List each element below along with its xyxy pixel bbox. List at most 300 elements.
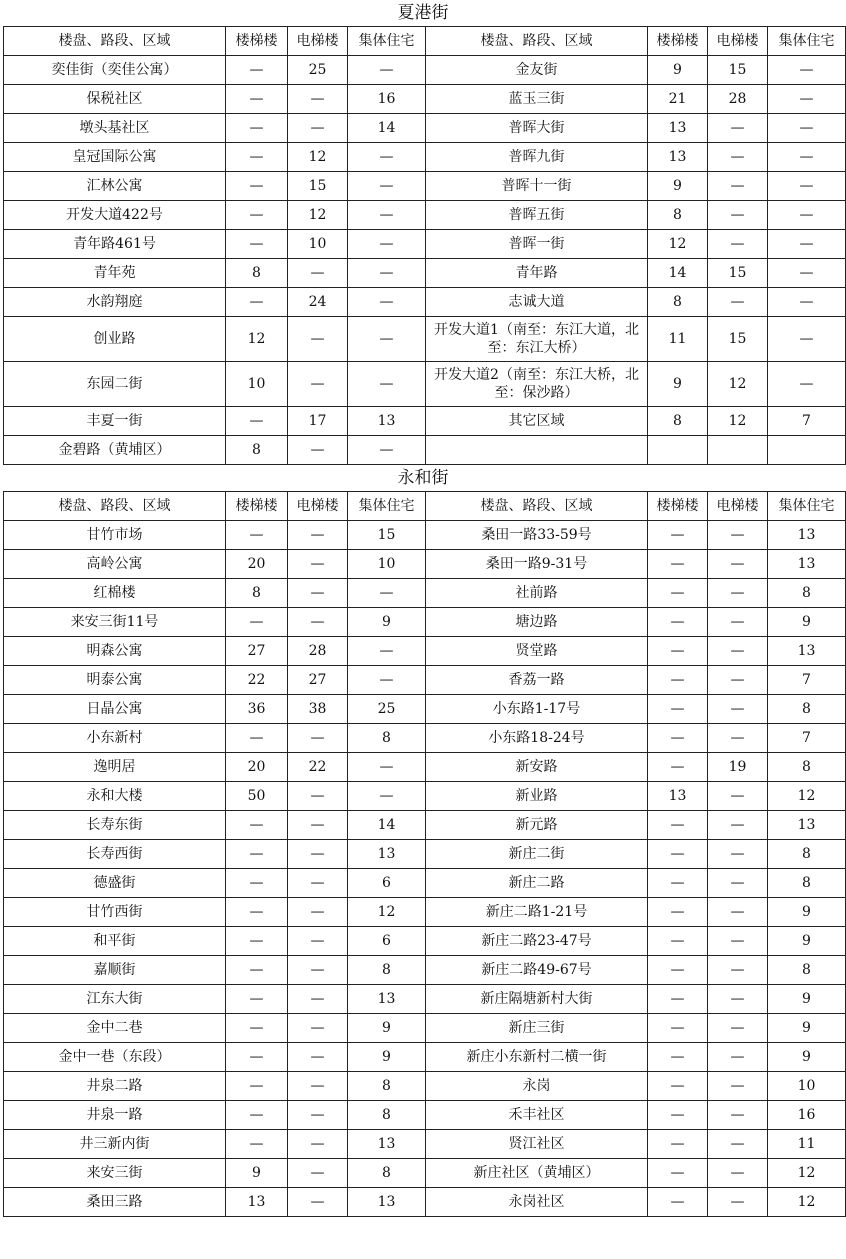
table-row: [4, 1014, 846, 1043]
cell-elevator-building: —: [708, 143, 768, 172]
cell-stair-building: 12: [226, 317, 288, 362]
cell-elevator-building: —: [708, 782, 768, 811]
cell-collective-housing: 9: [768, 927, 846, 956]
table-row: [4, 362, 846, 407]
cell-stair-building: 9: [648, 56, 708, 85]
cell-collective-housing: 8: [348, 1101, 426, 1130]
cell-collective-housing: [768, 436, 846, 465]
cell-elevator-building: —: [288, 521, 348, 550]
cell-stair-building: —: [648, 1101, 708, 1130]
cell-name: 开发大道1（南至：东江大道，北至：东江大桥）: [426, 317, 648, 362]
cell-stair-building: —: [226, 521, 288, 550]
cell-stair-building: —: [648, 985, 708, 1014]
cell-elevator-building: —: [708, 1101, 768, 1130]
cell-stair-building: 8: [226, 436, 288, 465]
cell-elevator-building: —: [288, 608, 348, 637]
cell-elevator-building: —: [288, 1130, 348, 1159]
cell-stair-building: —: [226, 985, 288, 1014]
cell-collective-housing: 12: [768, 782, 846, 811]
cell-elevator-building: 15: [288, 172, 348, 201]
cell-stair-building: —: [648, 695, 708, 724]
cell-elevator-building: 12: [288, 201, 348, 230]
table-row: [4, 56, 846, 85]
cell-name: 普晖一街: [426, 230, 648, 259]
table-row: [4, 436, 846, 465]
cell-elevator-building: —: [288, 840, 348, 869]
table-row: [4, 869, 846, 898]
cell-elevator-building: 22: [288, 753, 348, 782]
table-row: [4, 637, 846, 666]
cell-stair-building: [648, 436, 708, 465]
cell-elevator-building: —: [708, 521, 768, 550]
table-row: [4, 985, 846, 1014]
cell-elevator-building: —: [288, 362, 348, 407]
cell-name: 蓝玉三街: [426, 85, 648, 114]
cell-stair-building: —: [226, 898, 288, 927]
cell-stair-building: —: [226, 1014, 288, 1043]
cell-name: 新庄二路49-67号: [426, 956, 648, 985]
cell-collective-housing: 9: [768, 985, 846, 1014]
column-header-stair-building: 楼梯楼: [648, 492, 708, 521]
cell-stair-building: —: [226, 172, 288, 201]
cell-collective-housing: —: [768, 85, 846, 114]
cell-stair-building: —: [648, 898, 708, 927]
cell-collective-housing: 6: [348, 869, 426, 898]
cell-elevator-building: —: [288, 259, 348, 288]
cell-elevator-building: 28: [288, 637, 348, 666]
cell-name: 逸明居: [4, 753, 226, 782]
cell-stair-building: —: [226, 114, 288, 143]
cell-stair-building: —: [648, 666, 708, 695]
column-header-collective-housing: 集体住宅: [768, 492, 846, 521]
cell-collective-housing: 8: [768, 869, 846, 898]
cell-stair-building: 8: [648, 201, 708, 230]
cell-name: 永岗: [426, 1072, 648, 1101]
table-header-row: [4, 492, 846, 521]
table-row: [4, 608, 846, 637]
cell-stair-building: —: [226, 927, 288, 956]
cell-stair-building: 10: [226, 362, 288, 407]
cell-name: 新庄隔塘新村大街: [426, 985, 648, 1014]
cell-elevator-building: [708, 436, 768, 465]
table-row: [4, 927, 846, 956]
cell-stair-building: 13: [648, 782, 708, 811]
cell-elevator-building: —: [708, 956, 768, 985]
column-header-collective-housing: 集体住宅: [348, 27, 426, 56]
cell-name: 皇冠国际公寓: [4, 143, 226, 172]
cell-stair-building: 13: [648, 114, 708, 143]
cell-collective-housing: 25: [348, 695, 426, 724]
cell-name: 金中一巷（东段）: [4, 1043, 226, 1072]
table-row: [4, 666, 846, 695]
cell-collective-housing: 16: [768, 1101, 846, 1130]
cell-name: 开发大道2（南至：东江大桥，北至：保沙路）: [426, 362, 648, 407]
cell-elevator-building: —: [708, 288, 768, 317]
cell-name: 桑田三路: [4, 1188, 226, 1217]
cell-name: 新业路: [426, 782, 648, 811]
cell-name: 墩头基社区: [4, 114, 226, 143]
table-row: [4, 288, 846, 317]
cell-name: 江东大街: [4, 985, 226, 1014]
cell-name: 新庄二路: [426, 869, 648, 898]
table-row: [4, 898, 846, 927]
cell-collective-housing: —: [348, 172, 426, 201]
table-xiagang: [3, 26, 846, 465]
cell-elevator-building: 19: [708, 753, 768, 782]
cell-name: 永和大楼: [4, 782, 226, 811]
cell-collective-housing: 8: [348, 956, 426, 985]
cell-collective-housing: 6: [348, 927, 426, 956]
cell-elevator-building: —: [288, 956, 348, 985]
cell-stair-building: —: [226, 1130, 288, 1159]
section-title-yonghe: 永和街: [397, 468, 449, 488]
table-row: [4, 407, 846, 436]
cell-stair-building: —: [648, 1159, 708, 1188]
cell-collective-housing: 16: [348, 85, 426, 114]
cell-name: 水韵翔庭: [4, 288, 226, 317]
cell-elevator-building: 24: [288, 288, 348, 317]
cell-elevator-building: —: [708, 811, 768, 840]
cell-stair-building: —: [226, 85, 288, 114]
column-header-name: 楼盘、路段、区域: [426, 492, 648, 521]
cell-elevator-building: —: [708, 695, 768, 724]
cell-collective-housing: —: [348, 288, 426, 317]
cell-name: 井三新内街: [4, 1130, 226, 1159]
cell-name: 青年路461号: [4, 230, 226, 259]
cell-name: 新庄三街: [426, 1014, 648, 1043]
cell-elevator-building: —: [708, 869, 768, 898]
cell-collective-housing: 9: [348, 1043, 426, 1072]
cell-name: 红棉楼: [4, 579, 226, 608]
cell-name: [426, 436, 648, 465]
cell-name: 来安三街: [4, 1159, 226, 1188]
cell-name: 小东新村: [4, 724, 226, 753]
table-row: [4, 782, 846, 811]
cell-elevator-building: —: [708, 608, 768, 637]
cell-collective-housing: 9: [768, 1043, 846, 1072]
cell-name: 社前路: [426, 579, 648, 608]
table-row: [4, 1159, 846, 1188]
cell-name: 普晖十一街: [426, 172, 648, 201]
cell-collective-housing: —: [348, 782, 426, 811]
table-row: [4, 1130, 846, 1159]
cell-stair-building: —: [226, 1043, 288, 1072]
cell-collective-housing: —: [768, 259, 846, 288]
cell-collective-housing: 9: [768, 1014, 846, 1043]
cell-stair-building: —: [648, 956, 708, 985]
cell-name: 长寿东街: [4, 811, 226, 840]
cell-collective-housing: 14: [348, 114, 426, 143]
cell-stair-building: 8: [648, 288, 708, 317]
cell-name: 金中二巷: [4, 1014, 226, 1043]
column-header-elevator-building: 电梯楼: [288, 27, 348, 56]
cell-stair-building: 13: [226, 1188, 288, 1217]
cell-stair-building: —: [226, 143, 288, 172]
table-row: [4, 1101, 846, 1130]
cell-elevator-building: —: [288, 579, 348, 608]
cell-name: 甘竹西街: [4, 898, 226, 927]
column-header-elevator-building: 电梯楼: [708, 492, 768, 521]
cell-name: 井泉二路: [4, 1072, 226, 1101]
cell-name: 日晶公寓: [4, 695, 226, 724]
cell-stair-building: —: [648, 840, 708, 869]
cell-elevator-building: 38: [288, 695, 348, 724]
cell-elevator-building: —: [288, 85, 348, 114]
cell-elevator-building: —: [708, 1188, 768, 1217]
cell-elevator-building: —: [708, 201, 768, 230]
column-header-stair-building: 楼梯楼: [226, 27, 288, 56]
cell-stair-building: —: [226, 230, 288, 259]
cell-collective-housing: —: [348, 230, 426, 259]
cell-elevator-building: —: [708, 579, 768, 608]
cell-elevator-building: 12: [708, 407, 768, 436]
column-header-stair-building: 楼梯楼: [226, 492, 288, 521]
cell-stair-building: —: [226, 956, 288, 985]
cell-collective-housing: 7: [768, 407, 846, 436]
cell-elevator-building: —: [708, 1159, 768, 1188]
cell-stair-building: 12: [648, 230, 708, 259]
cell-collective-housing: 13: [348, 1130, 426, 1159]
cell-name: 明森公寓: [4, 637, 226, 666]
cell-elevator-building: —: [708, 1072, 768, 1101]
cell-stair-building: —: [226, 1101, 288, 1130]
cell-elevator-building: —: [288, 811, 348, 840]
cell-elevator-building: 28: [708, 85, 768, 114]
cell-elevator-building: —: [288, 317, 348, 362]
cell-collective-housing: —: [348, 317, 426, 362]
column-header-name: 楼盘、路段、区域: [4, 27, 226, 56]
cell-name: 永岗社区: [426, 1188, 648, 1217]
cell-name: 贤堂路: [426, 637, 648, 666]
table-row: [4, 1072, 846, 1101]
table-row: [4, 521, 846, 550]
cell-name: 塘边路: [426, 608, 648, 637]
cell-name: 新庄二路1-21号: [426, 898, 648, 927]
cell-stair-building: —: [226, 811, 288, 840]
table-header-row: [4, 27, 846, 56]
cell-elevator-building: 15: [708, 56, 768, 85]
cell-stair-building: —: [648, 1043, 708, 1072]
cell-stair-building: —: [648, 1130, 708, 1159]
cell-collective-housing: 14: [348, 811, 426, 840]
cell-name: 嘉顺街: [4, 956, 226, 985]
cell-name: 青年路: [426, 259, 648, 288]
cell-stair-building: —: [648, 811, 708, 840]
table-row: [4, 259, 846, 288]
cell-elevator-building: 12: [288, 143, 348, 172]
cell-name: 高岭公寓: [4, 550, 226, 579]
cell-elevator-building: 12: [708, 362, 768, 407]
cell-collective-housing: 12: [768, 1188, 846, 1217]
cell-name: 其它区域: [426, 407, 648, 436]
cell-elevator-building: —: [288, 927, 348, 956]
cell-elevator-building: —: [708, 1043, 768, 1072]
cell-name: 普晖大街: [426, 114, 648, 143]
cell-collective-housing: —: [348, 579, 426, 608]
cell-collective-housing: 13: [348, 407, 426, 436]
cell-name: 井泉一路: [4, 1101, 226, 1130]
cell-collective-housing: 13: [348, 985, 426, 1014]
cell-elevator-building: —: [708, 637, 768, 666]
cell-collective-housing: —: [768, 114, 846, 143]
cell-collective-housing: 13: [348, 1188, 426, 1217]
cell-name: 桑田一路9-31号: [426, 550, 648, 579]
cell-elevator-building: —: [288, 114, 348, 143]
cell-elevator-building: —: [288, 1101, 348, 1130]
cell-stair-building: —: [226, 724, 288, 753]
cell-elevator-building: —: [708, 114, 768, 143]
cell-elevator-building: —: [288, 1072, 348, 1101]
cell-collective-housing: —: [348, 753, 426, 782]
cell-name: 来安三街11号: [4, 608, 226, 637]
table-row: [4, 956, 846, 985]
cell-stair-building: —: [648, 724, 708, 753]
cell-collective-housing: 9: [348, 1014, 426, 1043]
cell-collective-housing: —: [348, 362, 426, 407]
cell-stair-building: —: [648, 753, 708, 782]
cell-stair-building: 21: [648, 85, 708, 114]
cell-stair-building: 14: [648, 259, 708, 288]
cell-collective-housing: 12: [768, 1159, 846, 1188]
cell-name: 东园二街: [4, 362, 226, 407]
cell-collective-housing: —: [348, 436, 426, 465]
table-row: [4, 201, 846, 230]
table-row: [4, 579, 846, 608]
cell-name: 汇林公寓: [4, 172, 226, 201]
cell-name: 志诚大道: [426, 288, 648, 317]
cell-elevator-building: 10: [288, 230, 348, 259]
cell-collective-housing: 13: [348, 840, 426, 869]
table-row: [4, 550, 846, 579]
cell-collective-housing: —: [768, 230, 846, 259]
cell-elevator-building: —: [708, 666, 768, 695]
cell-elevator-building: 15: [708, 259, 768, 288]
table-row: [4, 230, 846, 259]
cell-elevator-building: —: [708, 927, 768, 956]
cell-stair-building: —: [226, 869, 288, 898]
cell-stair-building: 50: [226, 782, 288, 811]
cell-name: 香荔一路: [426, 666, 648, 695]
cell-collective-housing: —: [348, 259, 426, 288]
cell-elevator-building: —: [708, 724, 768, 753]
cell-stair-building: 8: [226, 259, 288, 288]
cell-collective-housing: 13: [768, 637, 846, 666]
cell-elevator-building: —: [708, 230, 768, 259]
cell-stair-building: —: [648, 637, 708, 666]
column-header-collective-housing: 集体住宅: [768, 27, 846, 56]
cell-name: 明泰公寓: [4, 666, 226, 695]
cell-name: 丰夏一街: [4, 407, 226, 436]
column-header-collective-housing: 集体住宅: [348, 492, 426, 521]
cell-name: 德盛街: [4, 869, 226, 898]
cell-collective-housing: —: [768, 172, 846, 201]
cell-stair-building: —: [648, 1014, 708, 1043]
cell-collective-housing: 12: [348, 898, 426, 927]
cell-elevator-building: —: [288, 1014, 348, 1043]
cell-name: 新安路: [426, 753, 648, 782]
cell-elevator-building: 17: [288, 407, 348, 436]
cell-elevator-building: 27: [288, 666, 348, 695]
cell-elevator-building: —: [288, 1043, 348, 1072]
cell-collective-housing: —: [768, 288, 846, 317]
cell-name: 新元路: [426, 811, 648, 840]
table-row: [4, 317, 846, 362]
cell-name: 创业路: [4, 317, 226, 362]
cell-collective-housing: —: [768, 362, 846, 407]
cell-name: 普晖九街: [426, 143, 648, 172]
cell-elevator-building: —: [708, 985, 768, 1014]
cell-collective-housing: 9: [348, 608, 426, 637]
cell-stair-building: —: [648, 521, 708, 550]
cell-stair-building: 27: [226, 637, 288, 666]
cell-name: 奕佳街（奕佳公寓）: [4, 56, 226, 85]
cell-elevator-building: —: [288, 724, 348, 753]
cell-collective-housing: —: [348, 666, 426, 695]
cell-name: 保税社区: [4, 85, 226, 114]
cell-name: 小东路1-17号: [426, 695, 648, 724]
cell-elevator-building: —: [708, 172, 768, 201]
column-header-elevator-building: 电梯楼: [288, 492, 348, 521]
cell-elevator-building: —: [708, 840, 768, 869]
cell-name: 新庄二路23-47号: [426, 927, 648, 956]
cell-name: 桑田一路33-59号: [426, 521, 648, 550]
cell-collective-housing: 7: [768, 666, 846, 695]
cell-name: 小东路18-24号: [426, 724, 648, 753]
section-title-xiagang: 夏港街: [397, 3, 449, 23]
cell-elevator-building: —: [288, 1159, 348, 1188]
cell-collective-housing: —: [348, 143, 426, 172]
cell-collective-housing: 10: [348, 550, 426, 579]
cell-stair-building: 8: [648, 407, 708, 436]
table-row: [4, 753, 846, 782]
cell-stair-building: 20: [226, 753, 288, 782]
cell-stair-building: —: [648, 550, 708, 579]
cell-stair-building: 13: [648, 143, 708, 172]
cell-collective-housing: 9: [768, 898, 846, 927]
cell-elevator-building: —: [288, 1188, 348, 1217]
table-row: [4, 114, 846, 143]
cell-stair-building: —: [226, 840, 288, 869]
cell-name: 开发大道422号: [4, 201, 226, 230]
table-row: [4, 85, 846, 114]
cell-collective-housing: —: [348, 201, 426, 230]
cell-stair-building: 11: [648, 317, 708, 362]
cell-name: 青年苑: [4, 259, 226, 288]
cell-collective-housing: 9: [768, 608, 846, 637]
cell-stair-building: —: [226, 608, 288, 637]
cell-stair-building: 9: [648, 362, 708, 407]
cell-collective-housing: —: [348, 56, 426, 85]
cell-name: 普晖五街: [426, 201, 648, 230]
table-row: [4, 1043, 846, 1072]
cell-stair-building: —: [226, 201, 288, 230]
cell-stair-building: —: [648, 579, 708, 608]
cell-collective-housing: —: [768, 317, 846, 362]
cell-collective-housing: —: [768, 56, 846, 85]
cell-elevator-building: —: [708, 550, 768, 579]
cell-collective-housing: 15: [348, 521, 426, 550]
cell-name: 金碧路（黄埔区）: [4, 436, 226, 465]
cell-stair-building: 8: [226, 579, 288, 608]
cell-stair-building: 9: [226, 1159, 288, 1188]
cell-collective-housing: 8: [768, 695, 846, 724]
cell-stair-building: —: [648, 927, 708, 956]
column-header-elevator-building: 电梯楼: [708, 27, 768, 56]
cell-collective-housing: 13: [768, 811, 846, 840]
cell-elevator-building: —: [288, 869, 348, 898]
cell-elevator-building: 15: [708, 317, 768, 362]
cell-elevator-building: —: [288, 436, 348, 465]
